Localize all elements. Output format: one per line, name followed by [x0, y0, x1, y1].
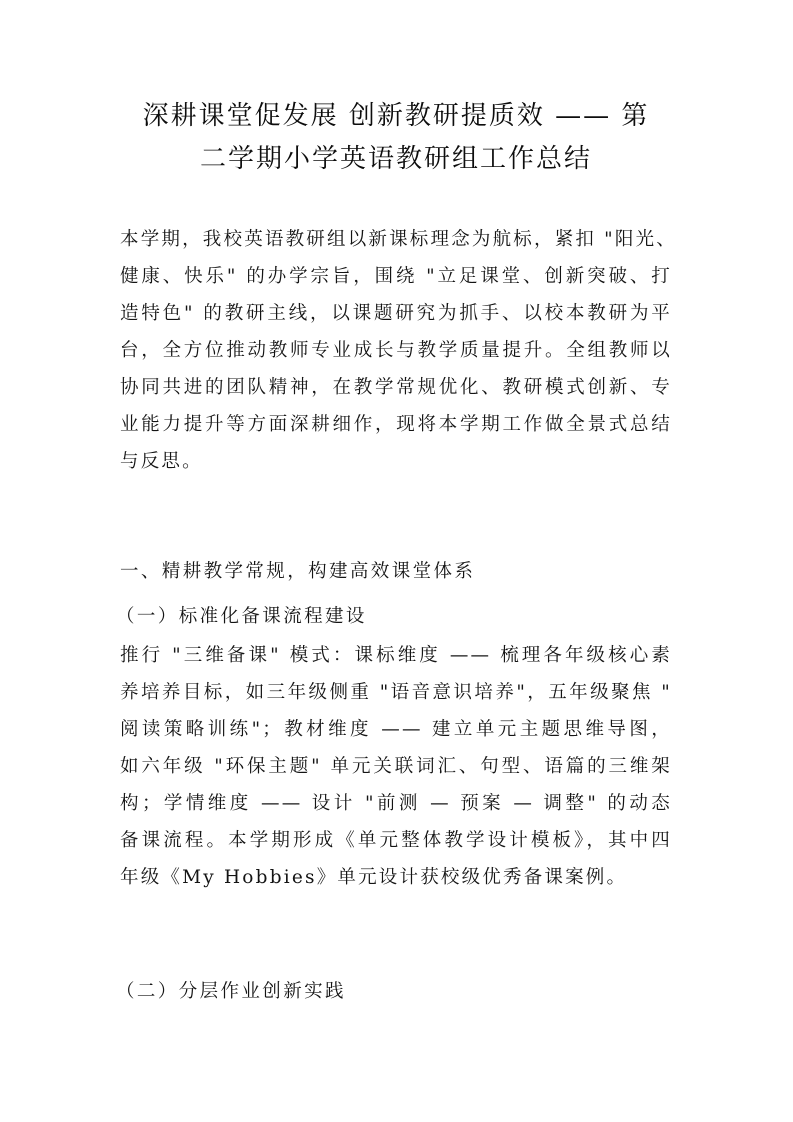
body-line: 养培养目标，如三年级侧重 "语音意识培养"，五年级聚焦 ": [120, 682, 672, 703]
body-line: 推行 "三维备课" 模式：课标维度 —— 梳理各年级核心素: [120, 645, 672, 666]
intro-line: 协同共进的团队精神，在教学常规优化、教研模式创新、专: [120, 377, 672, 398]
section-heading-1: 一、精耕教学常规，构建高效课堂体系: [120, 561, 476, 582]
body-line: 备课流程。本学期形成《单元整体教学设计模板》，其中四: [120, 830, 672, 851]
body-line: 阅读策略训练"；教材维度 —— 建立单元主题思维导图，: [120, 719, 672, 740]
body-line: 构；学情维度 —— 设计 "前测 — 预案 — 调整" 的动态: [120, 793, 672, 814]
intro-line: 业能力提升等方面深耕细作，现将本学期工作做全景式总结: [120, 414, 672, 435]
title-line-2: 二学期小学英语教研组工作总结: [199, 144, 592, 174]
subsection-heading-1: （一）标准化备课流程建设: [116, 606, 367, 627]
body-line: 如六年级 "环保主题" 单元关联词汇、句型、语篇的三维架: [120, 756, 672, 777]
intro-line: 台，全方位推动教师专业成长与教学质量提升。全组教师以: [120, 340, 672, 361]
intro-line: 造特色" 的教研主线，以课题研究为抓手、以校本教研为平: [120, 303, 672, 324]
body-line: 年级《My Hobbies》单元设计获校级优秀备课案例。: [120, 867, 628, 888]
intro-line: 健康、快乐" 的办学宗旨，围绕 "立足课堂、创新突破、打: [120, 266, 672, 287]
intro-line: 与反思。: [120, 451, 203, 472]
subsection-heading-2: （二）分层作业创新实践: [116, 981, 346, 1002]
intro-line: 本学期，我校英语教研组以新课标理念为航标，紧扣 "阳光、: [120, 229, 677, 250]
title-line-1: 深耕课堂促发展 创新教研提质效 —— 第: [142, 101, 650, 131]
